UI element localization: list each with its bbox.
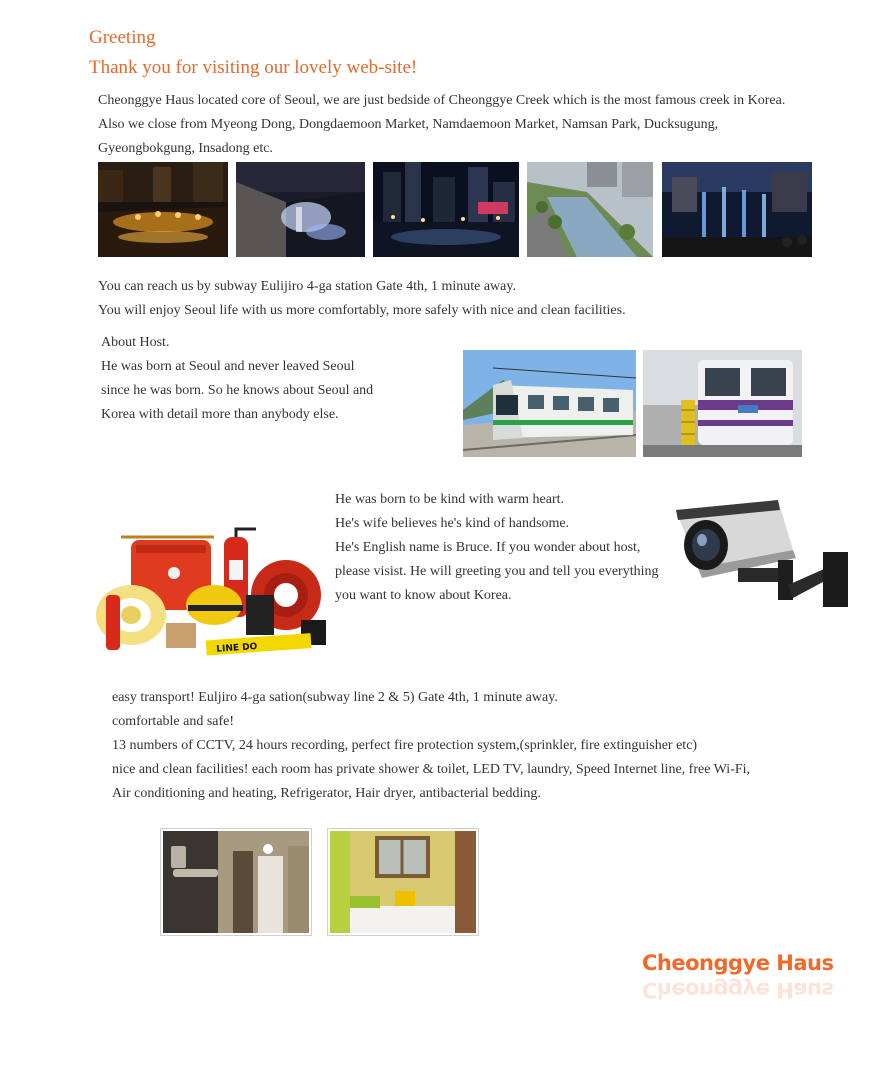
feature-line: Air conditioning and heating, Refrigerator, Hair dryer, antibacterial bedding. xyxy=(112,786,541,801)
intro-paragraph xyxy=(98,89,785,161)
brand-logo: Cheonggye Haus xyxy=(642,951,834,975)
feature-line: easy transport! Euljiro 4-ga sation(subway line 2 & 5) Gate 4th, 1 minute away. xyxy=(112,690,558,705)
fire-equipment-icon xyxy=(96,525,330,657)
creek-photo-3 xyxy=(373,162,519,257)
intro-line: Cheonggye Haus located core of Seoul, we are just bedside of Cheonggye Creek which is the most famous creek in Korea. xyxy=(98,93,786,108)
brand-logo-reflection: Cheonggye Haus xyxy=(642,978,834,1002)
room-photo-bedroom xyxy=(327,828,479,936)
host-line: since he was born. So he knows about Seoul and xyxy=(101,383,374,398)
creek-photo-4 xyxy=(527,162,653,257)
host-line: Korea with detail more than anybody else. xyxy=(101,407,339,422)
host-more-line: He's wife believes he's kind of handsome. xyxy=(335,516,570,531)
subway-train-photo-purple xyxy=(643,350,802,457)
intro-line: Also we close from Myeong Dong, Dongdaemoon Market, Namdaemoon Market, Namsan Park, Ducksugung, xyxy=(98,117,719,132)
host-paragraph xyxy=(101,331,373,427)
creek-photo-2 xyxy=(236,162,365,257)
location-line: You will enjoy Seoul life with us more comfortably, more safely with nice and clean facilities. xyxy=(98,303,626,318)
cctv-camera-icon xyxy=(668,490,852,614)
host-more-line: He was born to be kind with warm heart. xyxy=(335,492,564,507)
creek-photo-1 xyxy=(98,162,228,257)
feature-line: nice and clean facilities! each room has private shower & toilet, LED TV, laundry, Speed Internet line, free Wi-Fi, xyxy=(112,762,751,777)
host-line: He was born at Seoul and never leaved Seoul xyxy=(101,359,355,374)
host-more-paragraph xyxy=(335,488,658,608)
subway-train-photo-green xyxy=(463,350,636,457)
feature-line: comfortable and safe! xyxy=(112,714,235,729)
feature-line: 13 numbers of CCTV, 24 hours recording, perfect fire protection system,(sprinkler, fire extinguisher etc) xyxy=(112,738,698,753)
host-heading: About Host. xyxy=(101,335,170,350)
host-more-line: He's English name is Bruce. If you wonder about host, xyxy=(335,540,641,555)
room-photo-door xyxy=(160,828,312,936)
location-paragraph xyxy=(98,275,626,323)
host-more-line: please visist. He will greeting you and tell you everything xyxy=(335,564,659,579)
host-more-line: you want to know about Korea. xyxy=(335,588,512,603)
creek-photo-5 xyxy=(662,162,812,257)
intro-line: Gyeongbokgung, Insadong etc. xyxy=(98,141,273,156)
greeting-title: Greeting xyxy=(89,27,156,48)
location-line: You can reach us by subway Eulijiro 4-ga station Gate 4th, 1 minute away. xyxy=(98,279,516,294)
fire-tape-text: LINE DO xyxy=(216,641,258,655)
greeting-subtitle: Thank you for visiting our lovely web-site! xyxy=(89,57,418,78)
features-list xyxy=(112,686,750,806)
